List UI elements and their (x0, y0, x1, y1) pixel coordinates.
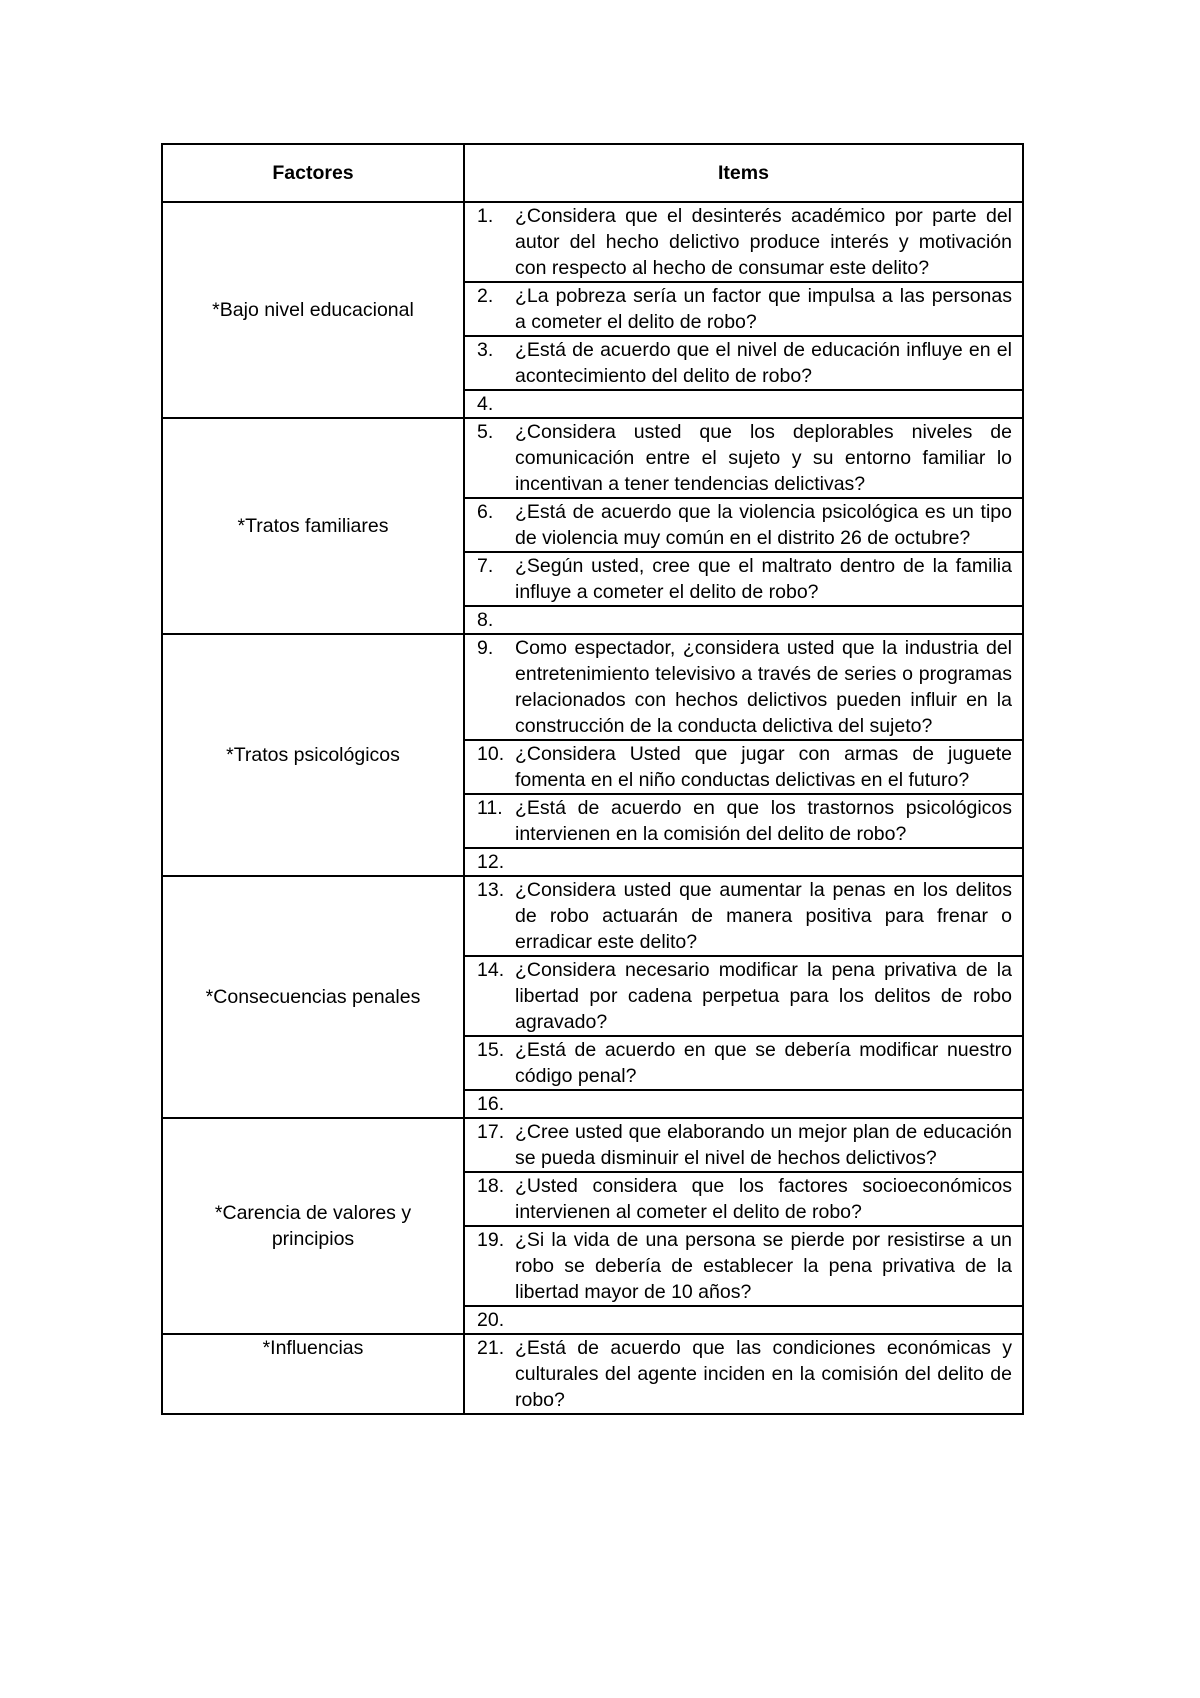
table-row (162, 1118, 1023, 1172)
item-cell (464, 202, 1023, 282)
item-number: 12. (477, 851, 505, 873)
item-text: ¿Considera usted que aumentar la penas en los delitos de robo actuarán de manera positiva para frenar o erradicar este delito? (515, 879, 1012, 953)
list-item (465, 499, 1022, 551)
item-number: 4. (477, 393, 494, 415)
factor-cell: *Carencia de valores y principios (162, 1118, 464, 1334)
list-item (465, 1037, 1022, 1089)
factor-cell: *Influencias (162, 1334, 464, 1414)
item-cell (464, 606, 1023, 634)
item-number: 1. (477, 205, 494, 227)
item-cell (464, 634, 1023, 740)
list-item (465, 1335, 1022, 1413)
item-cell (464, 848, 1023, 876)
list-item (465, 957, 1022, 1035)
item-number: 18. (477, 1175, 505, 1197)
item-number: 11. (477, 797, 503, 819)
list-item (465, 337, 1022, 389)
item-cell (464, 418, 1023, 498)
item-number: 17. (477, 1121, 505, 1143)
table-row (162, 634, 1023, 740)
item-number: 6. (477, 501, 494, 523)
item-text: ¿Está de acuerdo que las condiciones económicas y culturales del agente inciden en la comisión del delito de robo? (515, 1337, 1012, 1411)
item-text: ¿Usted considera que los factores socioeconómicos intervienen al cometer el delito de robo? (515, 1175, 1012, 1223)
list-item (465, 1173, 1022, 1225)
list-item (465, 203, 1022, 281)
item-text: ¿Considera necesario modificar la pena privativa de la libertad por cadena perpetua para los delitos de robo agravado? (515, 959, 1012, 1033)
list-item (465, 607, 1022, 633)
item-text: Como espectador, ¿considera usted que la industria del entretenimiento televisivo a través de series o programas relacionados con hechos delictivos pueden influir en la construcción de la conducta delictiva del sujeto? (515, 637, 1012, 737)
item-number: 2. (477, 285, 494, 307)
item-cell (464, 1334, 1023, 1414)
item-cell (464, 740, 1023, 794)
item-text: ¿Está de acuerdo en que se debería modificar nuestro código penal? (515, 1039, 1012, 1087)
list-item (465, 283, 1022, 335)
list-item (465, 1091, 1022, 1117)
factor-cell: *Tratos psicológicos (162, 634, 464, 876)
item-number: 7. (477, 555, 494, 577)
item-cell (464, 552, 1023, 606)
survey-table (161, 143, 1024, 1415)
item-cell (464, 956, 1023, 1036)
item-number: 5. (477, 421, 494, 443)
header-row (162, 144, 1023, 202)
item-text: ¿Considera que el desinterés académico por parte del autor del hecho delictivo produce interés y motivación con respecto al hecho de consumar este delito? (515, 205, 1012, 279)
list-item (465, 635, 1022, 739)
item-number: 20. (477, 1309, 505, 1331)
item-cell (464, 1090, 1023, 1118)
item-cell (464, 1118, 1023, 1172)
survey-body (162, 202, 1023, 1414)
table-row (162, 418, 1023, 498)
item-number: 19. (477, 1229, 505, 1251)
item-text: ¿Está de acuerdo en que los trastornos psicológicos intervienen en la comisión del delito de robo? (515, 797, 1012, 845)
list-item (465, 849, 1022, 875)
list-item (465, 795, 1022, 847)
item-number: 16. (477, 1093, 505, 1115)
item-text: ¿Está de acuerdo que el nivel de educación influye en el acontecimiento del delito de robo? (515, 339, 1012, 387)
factor-cell: *Bajo nivel educacional (162, 202, 464, 418)
item-number: 10. (477, 743, 505, 765)
item-cell (464, 498, 1023, 552)
table-row (162, 876, 1023, 956)
table-row (162, 1334, 1023, 1414)
list-item (465, 1227, 1022, 1305)
item-cell (464, 1306, 1023, 1334)
list-item (465, 741, 1022, 793)
item-cell (464, 336, 1023, 390)
item-cell (464, 876, 1023, 956)
item-number: 8. (477, 609, 494, 631)
list-item (465, 419, 1022, 497)
list-item (465, 1307, 1022, 1333)
item-number: 3. (477, 339, 494, 361)
item-text: ¿Está de acuerdo que la violencia psicológica es un tipo de violencia muy común en el distrito 26 de octubre? (515, 501, 1012, 549)
item-text: ¿Cree usted que elaborando un mejor plan de educación se pueda disminuir el nivel de hechos delictivos? (515, 1121, 1012, 1169)
header-factores: Factores (162, 144, 464, 202)
item-number: 9. (477, 637, 494, 659)
item-cell (464, 1172, 1023, 1226)
item-number: 15. (477, 1039, 505, 1061)
item-number: 13. (477, 879, 505, 901)
item-text: ¿Considera usted que los deplorables niveles de comunicación entre el sujeto y su entorno familiar lo incentivan a tener tendencias delictivas? (515, 421, 1012, 495)
item-cell (464, 1036, 1023, 1090)
item-cell (464, 1226, 1023, 1306)
item-text: ¿Según usted, cree que el maltrato dentro de la familia influye a cometer el delito de robo? (515, 555, 1012, 603)
item-text: ¿La pobreza sería un factor que impulsa a las personas a cometer el delito de robo? (515, 285, 1012, 333)
list-item (465, 1119, 1022, 1171)
factor-cell: *Consecuencias penales (162, 876, 464, 1118)
list-item (465, 391, 1022, 417)
item-text: ¿Considera Usted que jugar con armas de juguete fomenta en el niño conductas delictivas en el futuro? (515, 743, 1012, 791)
list-item (465, 877, 1022, 955)
header-items: Items (464, 144, 1023, 202)
item-cell (464, 390, 1023, 418)
item-text: ¿Si la vida de una persona se pierde por resistirse a un robo se debería de establecer la pena privativa de la libertad mayor de 10 años? (515, 1229, 1012, 1303)
factor-cell: *Tratos familiares (162, 418, 464, 634)
item-number: 14. (477, 959, 505, 981)
item-cell (464, 282, 1023, 336)
list-item (465, 553, 1022, 605)
item-cell (464, 794, 1023, 848)
table-row (162, 202, 1023, 282)
item-number: 21. (477, 1337, 505, 1359)
